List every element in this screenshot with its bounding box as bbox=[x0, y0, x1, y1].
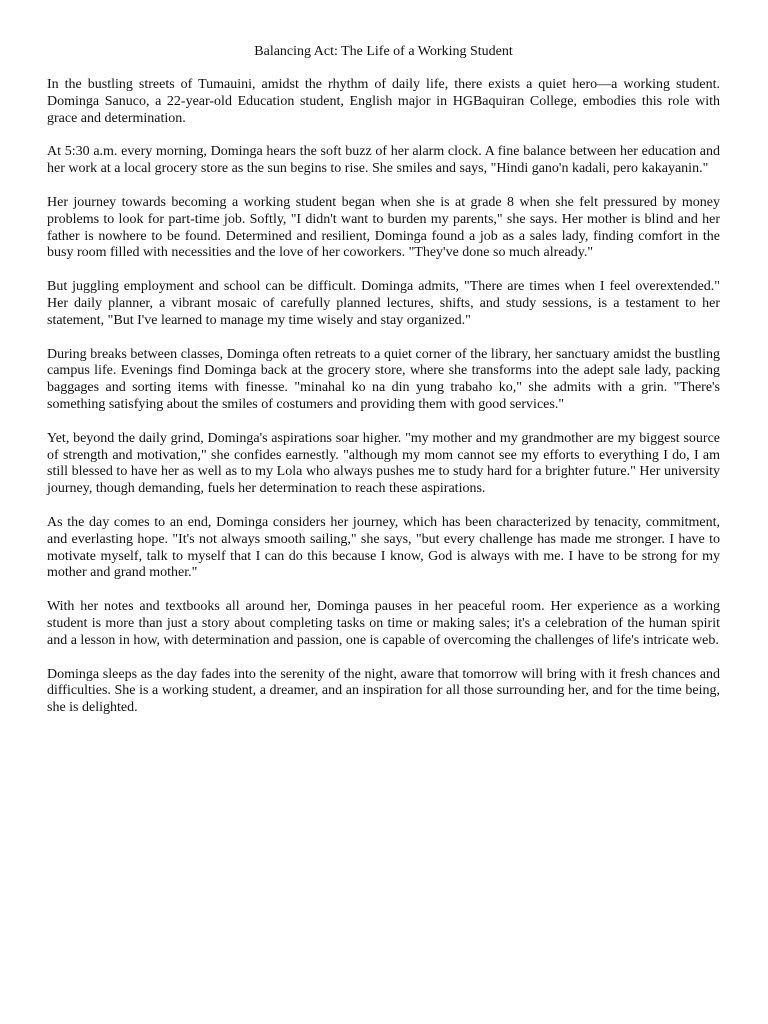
document-title: Balancing Act: The Life of a Working Student bbox=[254, 44, 513, 59]
document-page bbox=[47, 43, 720, 734]
paragraph-morning: At 5:30 a.m. every morning, Dominga hears the soft buzz of her alarm clock. A fine balance between her education and her work at a local grocery store as the sun begins to rise. She smiles and says, "Hindi gano'n kadali, pero kakayanin." bbox=[47, 144, 720, 177]
paragraph-aspirations: Yet, beyond the daily grind, Dominga's aspirations soar higher. "my mother and my grandmother are my biggest source of strength and motivation," she confides earnestly. "although my mom cannot see my efforts to everything I do, I am still blessed to have her as well as to my Lola who always pushes me to study hard for a brighter future." Her university journey, though demanding, fuels her determination to reach these aspirations. bbox=[47, 430, 720, 497]
paragraph-intro: In the bustling streets of Tumauini, amidst the rhythm of daily life, there exists a quiet hero—a working student. Dominga Sanuco, a 22-year-old Education student, English major in HGBaquiran College, embodies this role with grace and determination. bbox=[47, 77, 720, 126]
paragraph-journey: Her journey towards becoming a working student began when she is at grade 8 when she felt pressured by money problems to look for part-time job. Softly, "I didn't want to burden my parents," she says. Her mother is blind and her father is nowhere to be found. Determined and resilient, Dominga found a job as a sales lady, finding comfort in the busy room filled with necessities and the love of her coworkers. "They've done so much already." bbox=[47, 194, 720, 261]
paragraph-day-end: As the day comes to an end, Dominga considers her journey, which has been characterized by tenacity, commitment, and everlasting hope. "It's not always smooth sailing," she says, "but every challenge has made me stronger. I have to motivate myself, talk to myself that I can do this because I know, God is always with me. I have to be strong for my mother and grand mother." bbox=[47, 514, 720, 581]
paragraph-juggling: But juggling employment and school can be difficult. Dominga admits, "There are times when I feel overextended." Her daily planner, a vibrant mosaic of carefully planned lectures, shifts, and study sessions, is a testament to her statement, "But I've learned to manage my time wisely and stay organized." bbox=[47, 279, 720, 328]
paragraph-reflection: With her notes and textbooks all around her, Dominga pauses in her peaceful room. Her experience as a working student is more than just a story about completing tasks on time or making sales; it's a celebration of the human spirit and a lesson in how, with determination and passion, one is capable of overcoming the challenges of life's intricate web. bbox=[47, 599, 720, 648]
paragraph-closing: Dominga sleeps as the day fades into the serenity of the night, aware that tomorrow will bring with it fresh chances and difficulties. She is a working student, a dreamer, and an inspiration for all those surrounding her, and for the time being, she is delighted. bbox=[47, 666, 720, 716]
paragraph-breaks: During breaks between classes, Dominga often retreats to a quiet corner of the library, her sanctuary amidst the bustling campus life. Evenings find Dominga back at the grocery store, where she transforms into the adept sale lady, packing baggages and sorting items with finesse. "minahal ko na din yung trabaho ko," she admits with a grin. "There's something satisfying about the smiles of costumers and providing them with good services." bbox=[47, 346, 720, 412]
